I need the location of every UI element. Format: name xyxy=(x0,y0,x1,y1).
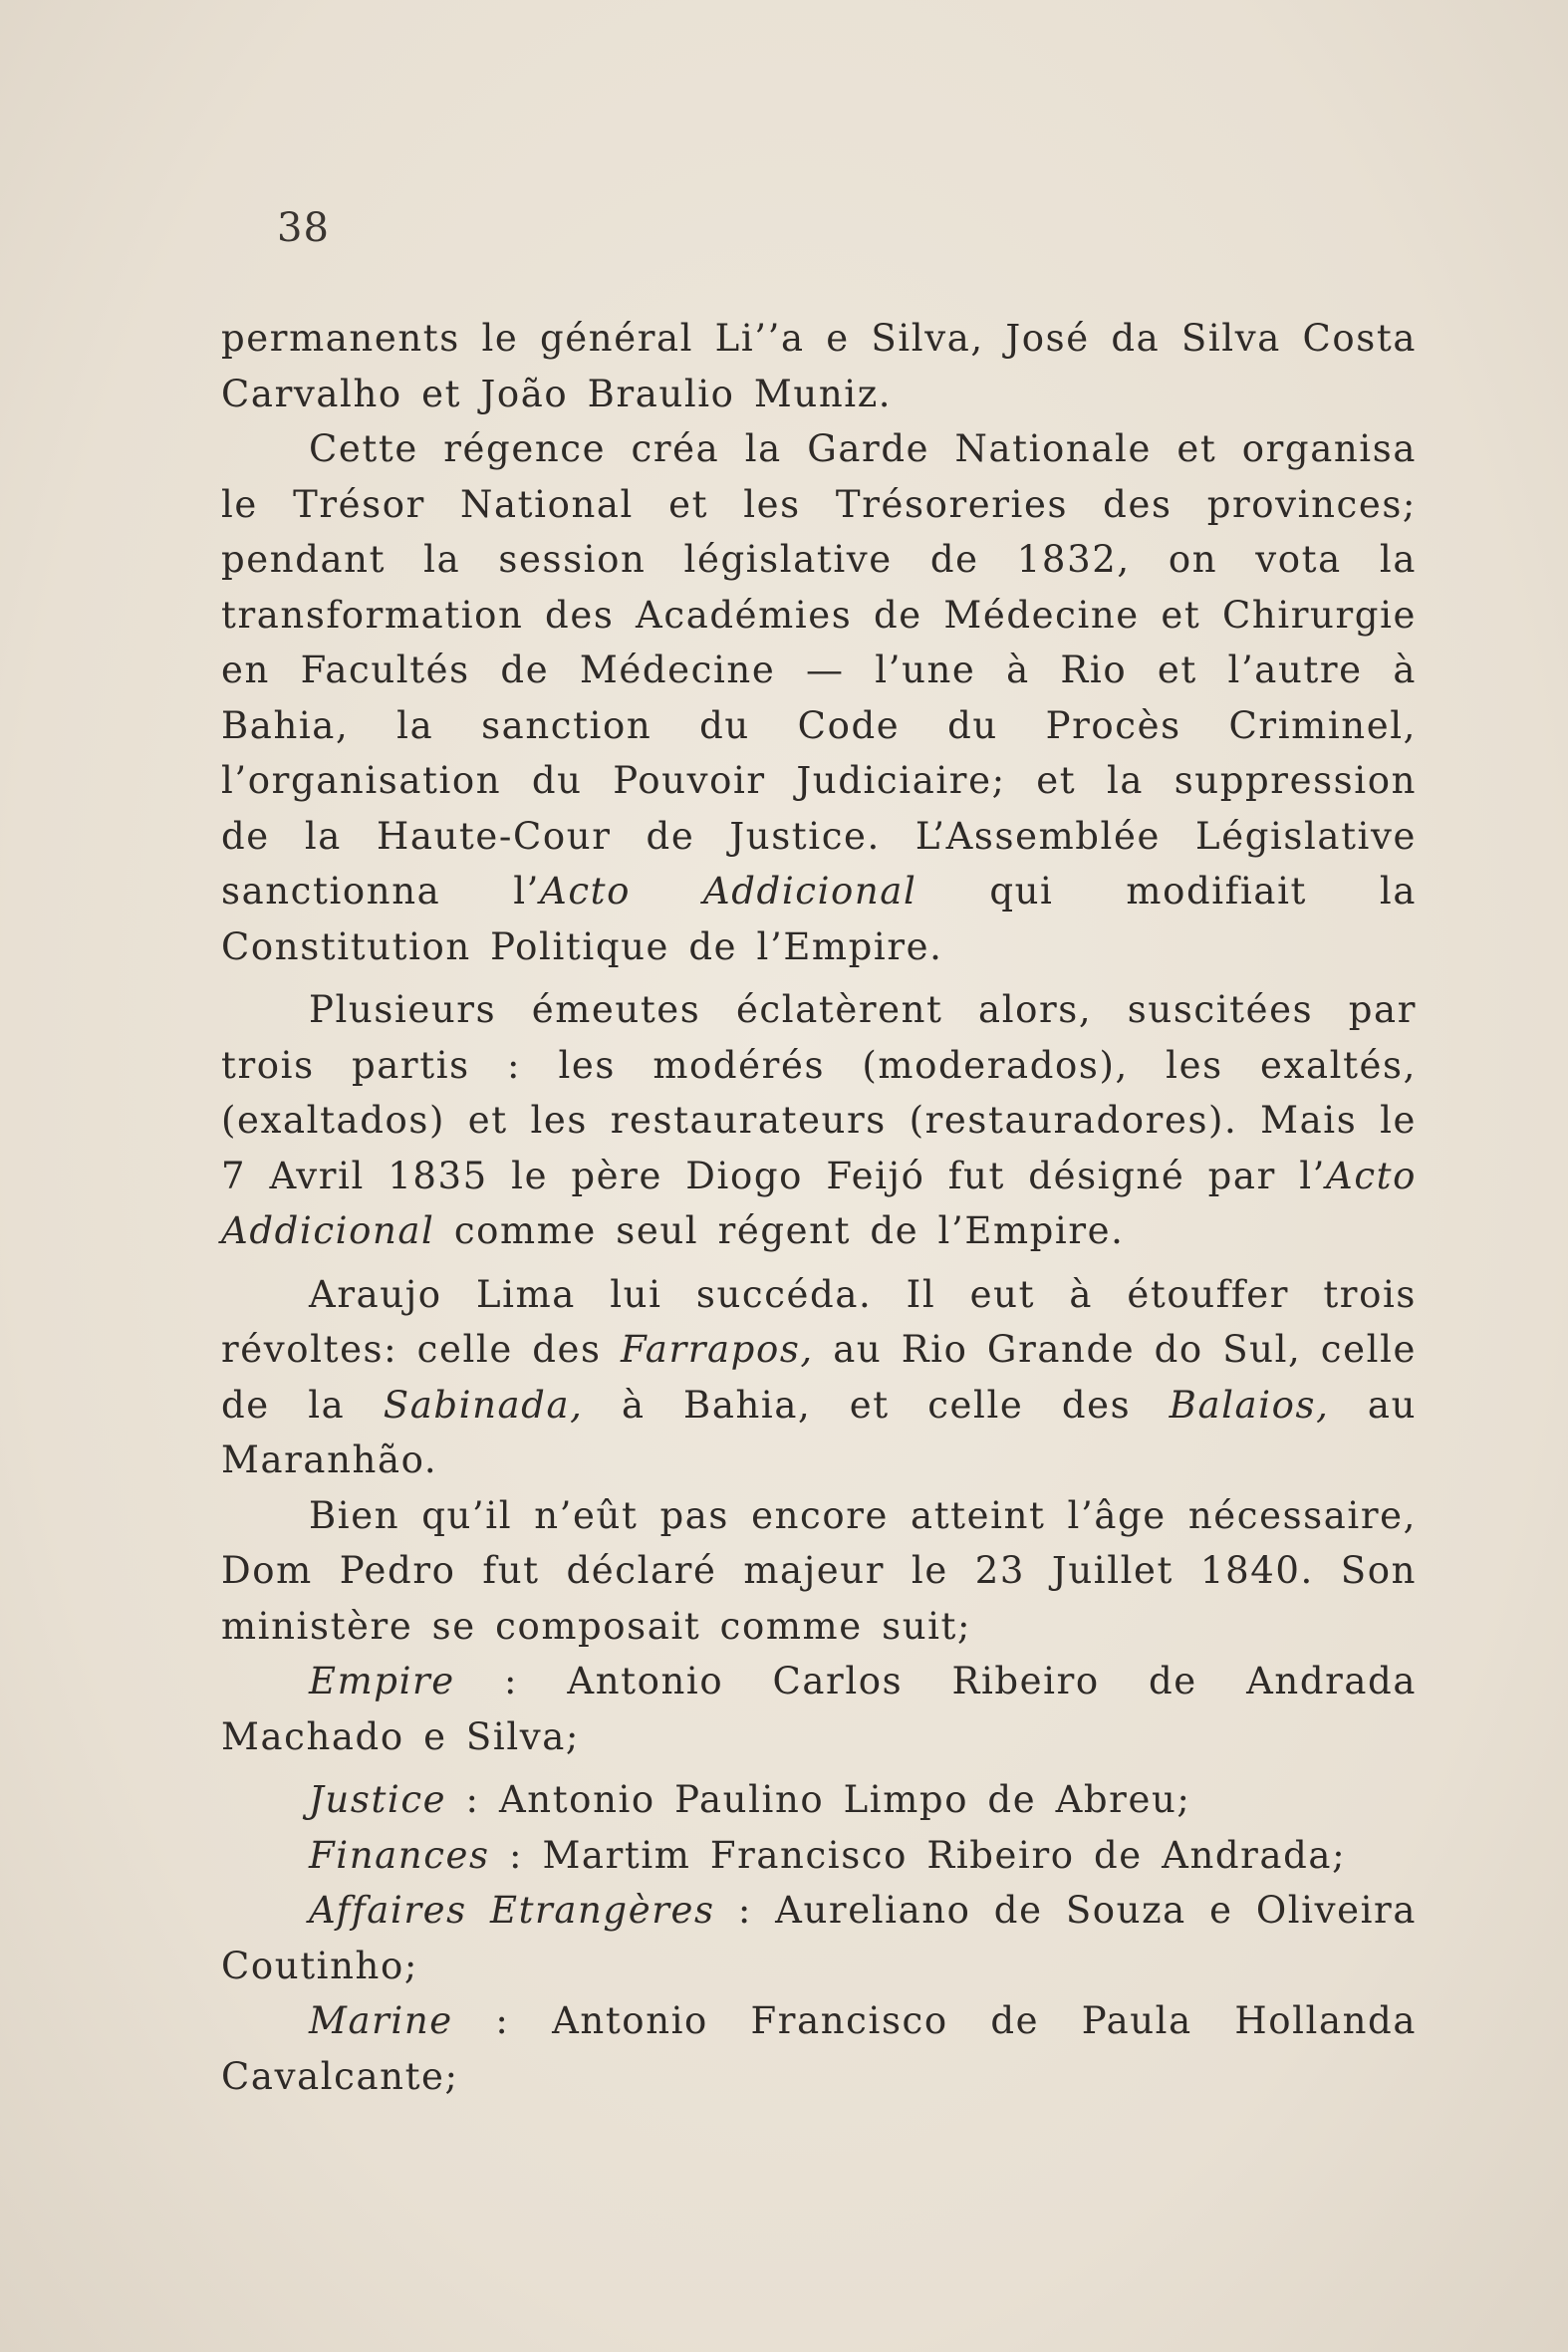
ministry-item xyxy=(221,1883,1417,1993)
ministry-value: Antonio Carlos Ribeiro de Andrada Machado e Silva; xyxy=(221,1660,1417,1758)
ministry-label: Justice xyxy=(309,1778,447,1821)
body-text xyxy=(221,311,1417,2104)
paragraph-text: au Maranhão. xyxy=(221,1383,1417,1481)
ministry-label: Marine xyxy=(309,1999,453,2042)
paragraph-text: qui modifiait la Constitution Politique de l’Empire. xyxy=(221,870,1417,968)
italic-term: Acto Addicional xyxy=(540,870,917,913)
paragraph-araujo-lima xyxy=(221,1267,1417,1488)
paragraph-continuation xyxy=(221,311,1417,421)
separator: : xyxy=(454,1660,568,1702)
separator: : xyxy=(489,1833,543,1877)
ministry-label: Finances xyxy=(309,1833,490,1877)
paragraph-text: Araujo Lima lui succéda. Il eut à étouffer trois révoltes: celle des xyxy=(221,1272,1417,1371)
ministry-item xyxy=(221,1828,1417,1884)
paragraph-text: Bien qu’il n’eût pas encore atteint l’âge nécessaire, Dom Pedro fut déclaré majeur le 23 Juillet 1840. Son ministère se composait comme suit; xyxy=(221,1493,1417,1648)
ministry-item xyxy=(221,1993,1417,2104)
ministry-value: Antonio Francisco de Paula Hollanda Cavalcante; xyxy=(221,1999,1417,2098)
paragraph-dom-pedro xyxy=(221,1488,1417,1655)
paragraph-text: Cette régence créa la Garde Nationale et organisa le Trésor National et les Trésoreries des provinces; pendant la session législative de 1832, on vota la transformation des Académies de Médecine et Chirurgie en Facultés de Médecine — l’une à Rio et l’autre à Bahia, la sanction du Code du Procès Criminel, l’organisation du Pouvoir Judiciaire; et la suppression de la Haute-Cour de Justice. L’Assemblée Législative sanctionna l’ xyxy=(221,427,1417,913)
ministry-item xyxy=(221,1654,1417,1764)
paragraph-emeutes xyxy=(221,982,1417,1259)
italic-term: Farrapos, xyxy=(621,1328,814,1371)
page-number: 38 xyxy=(277,205,330,251)
separator: : xyxy=(446,1778,499,1821)
ministry-label: Affaires Etrangères xyxy=(309,1889,715,1932)
italic-term: Acto Addicional xyxy=(221,1154,1417,1252)
paragraph-text: à Bahia, et celle des xyxy=(583,1383,1170,1427)
paragraph-text: Plusieurs émeutes éclatèrent alors, suscitées par trois partis : les modérés (moderados), les exaltés, (exaltados) et les restaurateurs (restauradores). Mais le 7 Avril 1835 le père Diogo Feijó fut désigné par l’ xyxy=(221,988,1417,1197)
ministry-value: Aureliano de Souza e Oliveira Coutinho; xyxy=(221,1889,1417,1987)
separator: : xyxy=(452,1999,553,2042)
ministry-value: Martim Francisco Ribeiro de Andrada; xyxy=(542,1833,1347,1877)
italic-term: Sabinada, xyxy=(383,1383,584,1427)
separator: : xyxy=(714,1889,776,1932)
paragraph-regency xyxy=(221,421,1417,974)
ministry-value: Antonio Paulino Limpo de Abreu; xyxy=(498,1778,1191,1821)
paragraph-text: comme seul régent de l’Empire. xyxy=(434,1209,1125,1252)
ministry-label: Empire xyxy=(309,1660,455,1702)
paragraph-text: au Rio Grande do Sul, celle de la xyxy=(221,1328,1417,1427)
italic-term: Balaios, xyxy=(1169,1383,1330,1427)
paragraph-text: permanents le général Li’’a e Silva, José da Silva Costa Carvalho et João Braulio Muniz. xyxy=(221,317,1417,415)
ministry-item xyxy=(221,1772,1417,1828)
